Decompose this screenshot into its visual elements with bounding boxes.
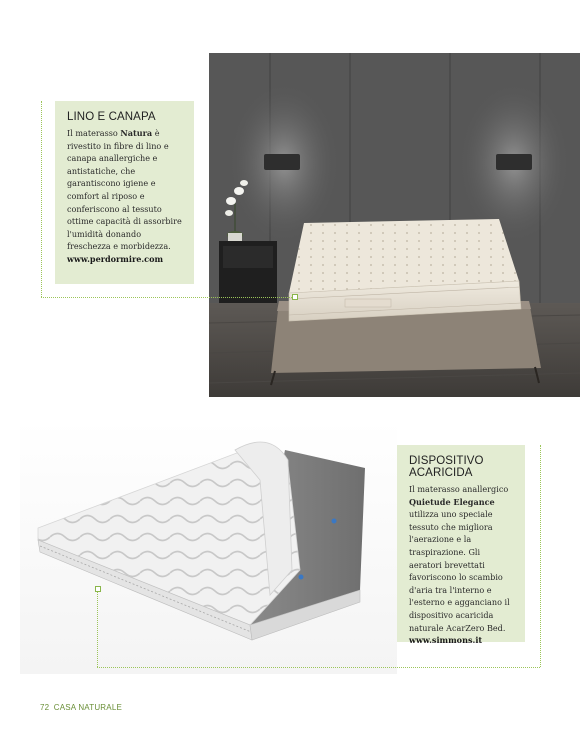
brand-name: Natura [120,128,153,138]
bedroom-illustration [209,53,580,397]
acaricide-device-icon [332,519,337,524]
website-link[interactable]: www.perdormire.com [67,253,164,264]
bedroom-photo [209,53,580,397]
website-link[interactable]: www.simmons.it [409,635,483,646]
article-lino-canapa [55,101,194,284]
connector-line [41,101,42,297]
mattress [289,219,519,293]
connector-marker-icon [95,586,101,592]
article-body: Il materasso Natura è rivestito in fibre di lino e canapa anallergiche e antistatiche, che garantiscono igiene e comfort al riposo e conferiscono al tessuto ottime capacità di assorbire l'umidità donando freschezza e morbidezza. [67,128,182,252]
connector-line [97,667,540,668]
wall-lamp-right-icon [496,154,532,170]
article-dispositivo-acaricida [397,445,525,646]
connector-marker-icon [292,294,298,300]
magazine-name: CASA NATURALE [53,703,122,712]
connector-line [540,445,541,667]
article-body: Il materasso anallergico Quietude Elegance utilizza uno speciale tessuto che migliora l'aerazione e la traspirazione. Gli aeratori brevettati favoriscono lo scambio d'aria tra l'interno e l'esterno e agganciano il dispositivo acaricida naturale AcarZero Bed. [409,484,510,633]
brand-name: Quietude Elegance [409,496,495,507]
page-footer [40,703,122,712]
page-number: 72 [40,703,50,712]
connector-line [41,297,292,298]
article-title: LINO E CANAPA [67,111,156,123]
article-title: DISPOSITIVO ACARICIDA [409,455,484,479]
acaricide-device-icon [299,575,304,580]
connector-line [97,591,98,667]
wall-lamp-left-icon [264,154,300,170]
mattress-product-photo [20,420,397,674]
